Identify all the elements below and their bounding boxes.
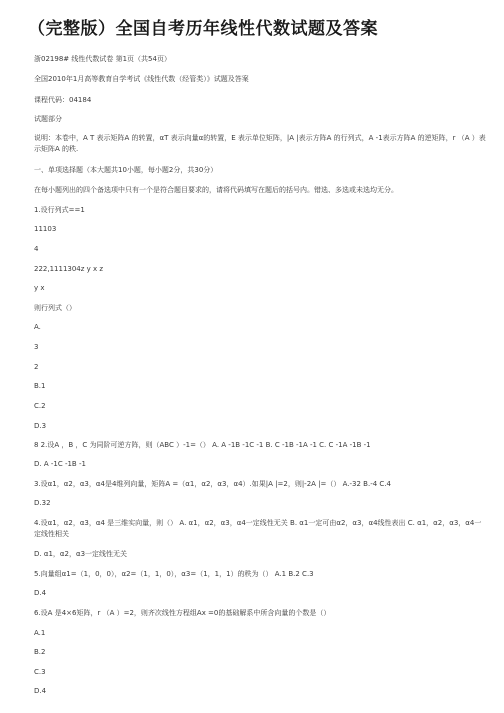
- text-line: B.1: [34, 382, 46, 390]
- text-line: 说明：本卷中，A T 表示矩阵A 的转置，αT 表示向量α的转置，E 表示单位矩阵，|A |表示方阵A 的行列式，A -1表示方阵A 的逆矩阵，r （A ）表示矩阵A 的秩.: [34, 134, 486, 153]
- text-line: 11103: [34, 225, 57, 233]
- text-line: C.3: [34, 668, 46, 676]
- text-line: B.2: [34, 648, 46, 656]
- text-line: 在每小题列出的四个备选项中只有一个是符合题目要求的，请将代码填写在题后的括号内。错选、多选或未选均无分。: [34, 186, 398, 194]
- text-line: 3.设α1，α2，α3，α4是4维列向量，矩阵A =（α1，α2，α3，α4）.如果|A |=2，则|-2A |=（） A.-32 B.-4 C.4: [34, 480, 391, 488]
- text-line: 则行列式（）: [34, 304, 76, 312]
- text-line: D. α1，α2，α3一定线性无关: [34, 550, 128, 558]
- text-line: 全国2010年1月高等教育自学考试《线性代数（经管类）》试题及答案: [34, 75, 249, 83]
- text-line: 222,1111304z y x z: [34, 265, 104, 273]
- text-line: D. A -1C -1B -1: [34, 460, 86, 468]
- text-line: 一、单项选择题（本大题共10小题，每小题2分，共30分）: [34, 166, 218, 174]
- text-line: 1.设行列式==1: [34, 206, 85, 214]
- text-line: 4: [34, 245, 39, 253]
- text-line: 试题部分: [34, 115, 62, 123]
- text-line: 3: [34, 343, 39, 351]
- text-line: 4.设α1，α2，α3，α4 是三维实向量，则（） A. α1，α2，α3，α4一定线性无关 B. α1一定可由α2，α3，α4线性表出 C. α1，α2，α3，α4一定线性相关: [34, 519, 482, 538]
- text-line: 5.向量组α1=（1，0，0），α2=（1，1，0），α3=（1，1，1）的秩为（） A.1 B.2 C.3: [34, 570, 314, 578]
- text-line: 2: [34, 363, 39, 371]
- text-line: D.32: [34, 499, 51, 507]
- text-line: A.: [34, 323, 41, 331]
- text-line: D.4: [34, 589, 47, 597]
- document-title: （完整版）全国自考历年线性代数试题及答案: [28, 19, 378, 39]
- text-line: 8 2.设A ，B ，C 为同阶可逆方阵，则（ABC ）-1=（） A. A -1B -1C -1 B. C -1B -1A -1 C. C -1A -1B -1: [34, 441, 371, 449]
- text-line: A.1: [34, 629, 46, 637]
- text-line: 浙02198# 线性代数试卷 第1页（共54页）: [34, 55, 171, 63]
- text-line: D.4: [34, 687, 47, 695]
- text-line: y x: [34, 284, 45, 292]
- text-line: C.2: [34, 402, 46, 410]
- text-line: 6.设A 是4×6矩阵，r （A ）=2，则齐次线性方程组Ax =0的基础解系中所含向量的个数是（）: [34, 609, 331, 617]
- text-line: D.3: [34, 422, 47, 430]
- text-line: 课程代码：04184: [34, 96, 92, 104]
